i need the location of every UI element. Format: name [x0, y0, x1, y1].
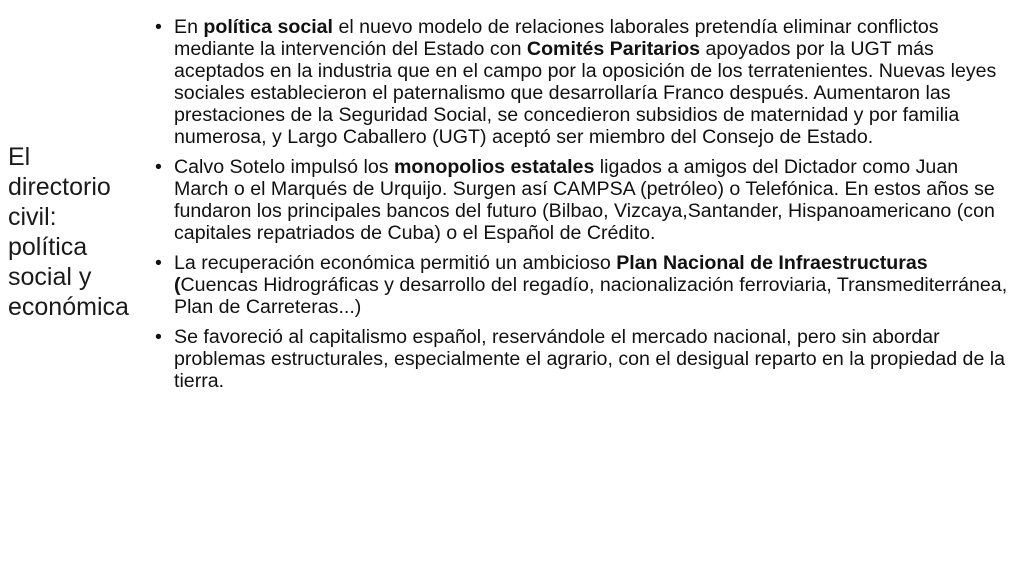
bullet-emphasis: Plan Nacional de Infraestructuras ( — [174, 252, 928, 296]
bullet-capitalism — [152, 326, 1012, 392]
title-line: El — [8, 143, 31, 171]
bullet-emphasis: Comités Paritarios — [526, 38, 701, 60]
bullet-infrastructure-plan — [152, 252, 1012, 318]
bullet-dot-icon: • — [155, 156, 162, 178]
title-line: civil: — [8, 203, 57, 231]
slide-title — [8, 142, 158, 322]
bullet-text: Cuencas Hidrográficas y desarrollo del regadío, nacionalización ferroviaria, Transmediterránea, Plan de Carreteras...) — [174, 274, 1008, 318]
bullet-dot-icon: • — [155, 16, 162, 38]
bullet-text: Calvo Sotelo impulsó los — [174, 156, 394, 178]
bullet-dot-icon: • — [155, 326, 162, 348]
bullet-dot-icon: • — [155, 252, 162, 274]
bullet-list — [152, 16, 1012, 400]
bullet-social-policy — [152, 16, 1012, 148]
bullet-emphasis: política social — [203, 16, 334, 38]
bullet-state-monopolies — [152, 156, 1012, 244]
bullet-text: La recuperación económica permitió un ambicioso — [174, 252, 617, 274]
bullet-text: Se favoreció al capitalismo español, reservándole el mercado nacional, pero sin abordar problemas estructurales, especialmente el agrario, con el desigual reparto en la propiedad de la tierra. — [174, 326, 1006, 392]
title-line: económica — [8, 293, 129, 321]
bullet-text: el nuevo modelo de relaciones laborales pretendía eliminar conflictos mediante la intervención del Estado con — [174, 16, 939, 60]
title-line: social y — [8, 263, 92, 291]
bullet-text: ligados a amigos del Dictador como Juan March o el Marqués de Urquijo. Surgen así CAMPSA (petróleo) o Telefónica. En estos años se fundaron los principales bancos del futuro (Bilbao, Vizcaya,Santander, Hispanoamericano (con capitales repatriados de Cuba) o el Español de Crédito. — [174, 156, 995, 244]
title-line: política — [8, 233, 88, 261]
bullet-text: apoyados por la UGT más aceptados en la industria que en el campo por la oposición de los terratenientes. Nuevas leyes sociales establecieron el paternalismo que desarrollaría Franco después. Aumentaron las prestaciones de la Seguridad Social, se concedieron subsidios de maternidad y por familia numerosa, y Largo Caballero (UGT) aceptó ser miembro del Consejo de Estado. — [174, 38, 997, 148]
bullet-text: En — [174, 16, 204, 38]
bullet-emphasis: monopolios estatales — [394, 156, 595, 178]
title-line: directorio — [8, 173, 111, 201]
